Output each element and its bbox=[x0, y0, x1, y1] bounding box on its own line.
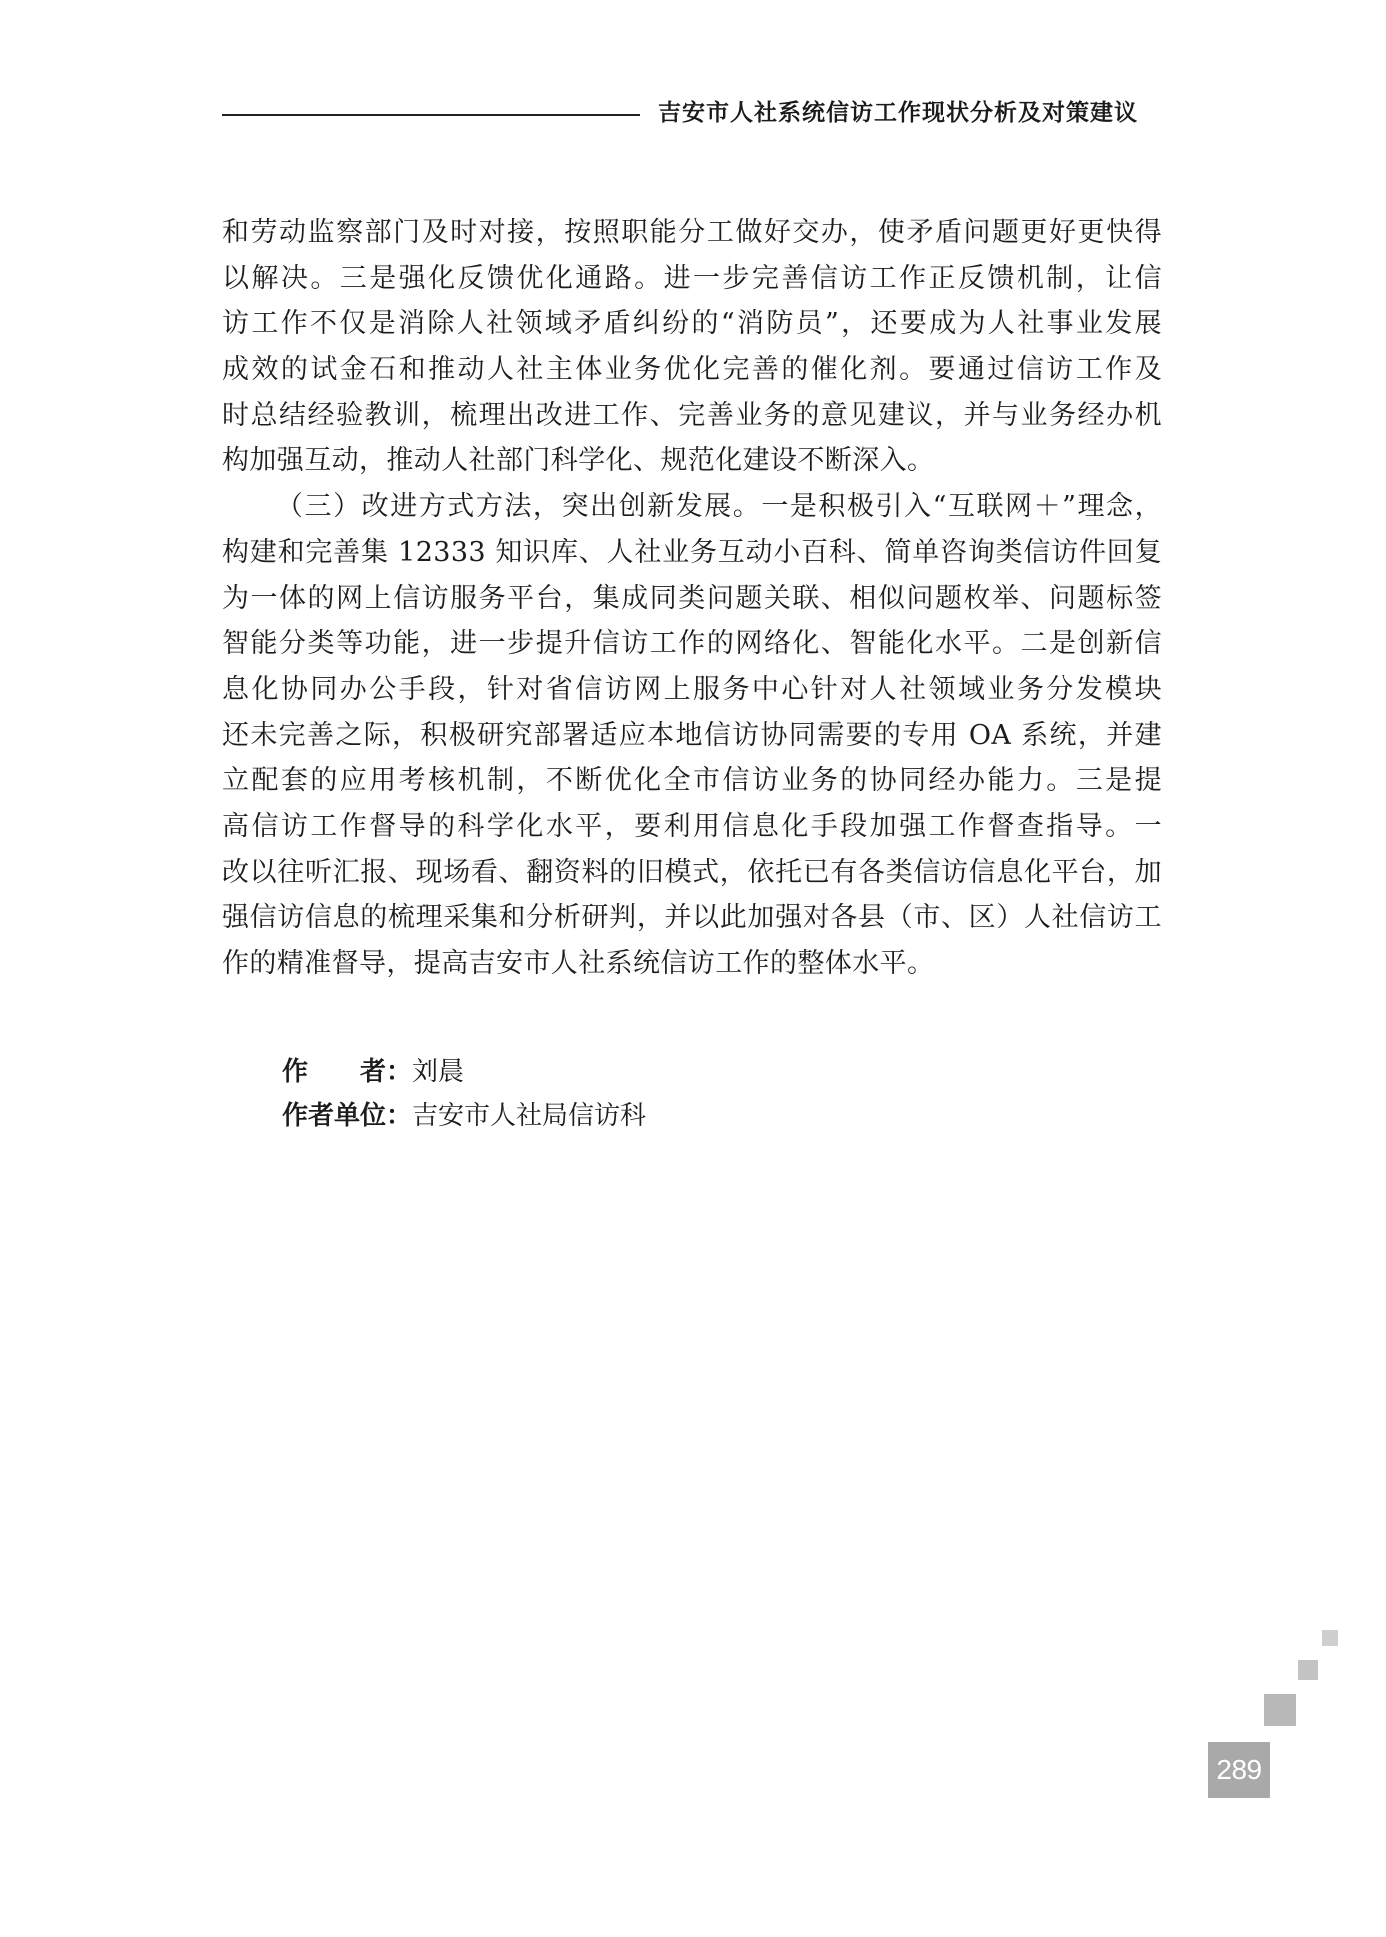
page-number: 289 bbox=[1216, 1754, 1262, 1785]
body-line: 作的精准督导，提高吉安市人社系统信访工作的整体水平。 bbox=[222, 948, 935, 979]
author-info bbox=[282, 1050, 646, 1138]
body-line: 时总结经验教训，梳理出改进工作、完善业务的意见建议，并与业务经办机 bbox=[222, 399, 1162, 431]
affiliation-label: 作者单位： bbox=[282, 1101, 413, 1131]
author-label: 作 者： bbox=[282, 1057, 413, 1087]
page-number-box bbox=[1208, 1742, 1270, 1798]
body-line: 构加强互动，推动人社部门科学化、规范化建设不断深入。 bbox=[222, 445, 935, 477]
article-body bbox=[222, 210, 1162, 987]
body-line: 高信访工作督导的科学化水平，要利用信息化手段加强工作督查指导。一 bbox=[222, 810, 1162, 842]
body-line: 改以往听汇报、现场看、翻资料的旧模式，依托已有各类信访信息化平台，加 bbox=[222, 856, 1162, 888]
body-line: 强信访信息的梳理采集和分析研判，并以此加强对各县（市、区）人社信访工 bbox=[222, 902, 1162, 934]
running-head-title: 吉安市人社系统信访工作现状分析及对策建议 bbox=[658, 100, 1138, 126]
body-line: 智能分类等功能，进一步提升信访工作的网络化、智能化水平。二是创新信 bbox=[222, 628, 1162, 660]
body-line: 和劳动监察部门及时对接，按照职能分工做好交办，使矛盾问题更好更快得 bbox=[222, 217, 1162, 248]
body-line: 还未完善之际，积极研究部署适应本地信访协同需要的专用 OA 系统，并建 bbox=[222, 719, 1162, 751]
author-name: 刘晨 bbox=[412, 1057, 465, 1087]
affiliation-value: 吉安市人社局信访科 bbox=[412, 1101, 647, 1131]
body-line: 为一体的网上信访服务平台，集成同类问题关联、相似问题枚举、问题标签 bbox=[222, 582, 1162, 614]
body-line: 立配套的应用考核机制，不断优化全市信访业务的协同经办能力。三是提 bbox=[222, 765, 1162, 797]
affiliation-line bbox=[282, 1094, 646, 1138]
body-line: 息化协同办公手段，针对省信访网上服务中心针对人社领域业务分发模块 bbox=[222, 673, 1162, 705]
decorative-square bbox=[1264, 1694, 1296, 1726]
running-head-rule bbox=[222, 114, 640, 116]
body-line: 构建和完善集 12333 知识库、人社业务互动小百科、简单咨询类信访件回复 bbox=[222, 536, 1162, 568]
body-line: 访工作不仅是消除人社领域矛盾纠纷的“消防员”，还要成为人社事业发展 bbox=[222, 308, 1162, 340]
decorative-square bbox=[1298, 1660, 1318, 1680]
body-line: 成效的试金石和推动人社主体业务优化完善的催化剂。要通过信访工作及 bbox=[222, 354, 1162, 386]
decorative-square bbox=[1322, 1630, 1338, 1646]
author-line bbox=[282, 1050, 646, 1094]
body-line: 以解决。三是强化反馈优化通路。进一步完善信访工作正反馈机制，让信 bbox=[222, 262, 1162, 294]
body-line-section-start: （三）改进方式方法，突出创新发展。一是积极引入“互联网＋”理念， bbox=[276, 491, 1162, 523]
